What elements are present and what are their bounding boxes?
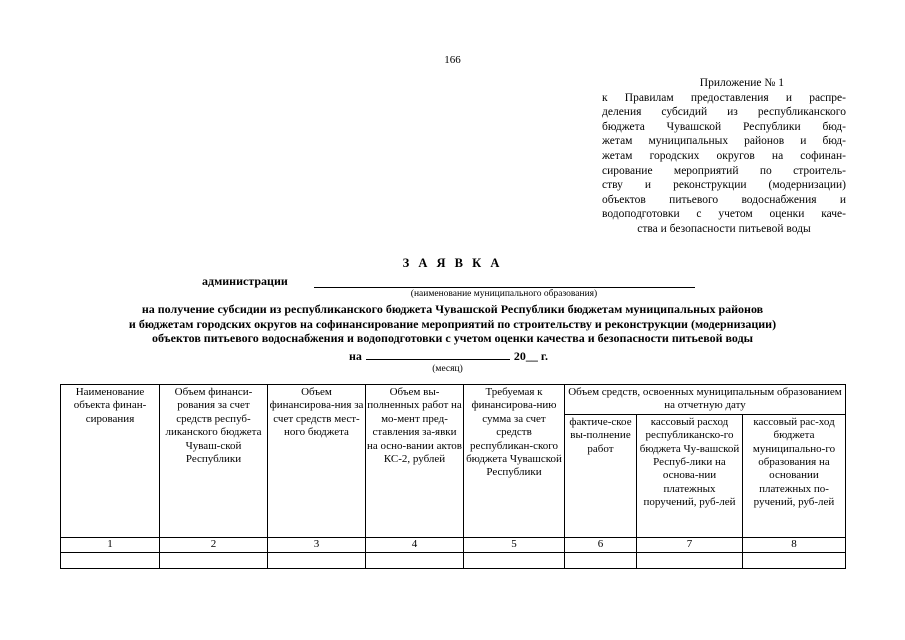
document-title: З А Я В К А xyxy=(402,256,503,270)
table-cell[interactable] xyxy=(268,552,366,568)
appendix-line: объектов питьевого водоснабжения и xyxy=(602,193,846,206)
column-number: 5 xyxy=(464,537,565,552)
application-table xyxy=(60,384,846,569)
table-cell[interactable] xyxy=(637,552,743,568)
header-republic-cash: кассовый расход республиканско-го бюджета Чу-вашской Респуб-лики на основа-нии платежных поручений, руб-лей xyxy=(637,414,743,537)
appendix-line: жетам муниципальных районов и бюд- xyxy=(602,135,846,148)
table-cell[interactable] xyxy=(565,552,637,568)
column-number: 8 xyxy=(743,537,846,552)
table-cell[interactable] xyxy=(743,552,846,568)
admin-label: администрации xyxy=(202,274,288,288)
appendix-line: сирование мероприятий по строитель- xyxy=(602,164,846,177)
table-cell[interactable] xyxy=(160,552,268,568)
period-row xyxy=(349,349,548,364)
table-cell[interactable] xyxy=(61,552,160,568)
table-cell[interactable] xyxy=(464,552,565,568)
appendix-line: жетам городских округов на софинан- xyxy=(602,149,846,162)
admin-caption: (наименование муниципального образования) xyxy=(410,289,598,299)
subtitle-line: и бюджетам городских округов на софинансирование мероприятий по строительству и реконструкции (модернизации) xyxy=(128,316,777,331)
appendix-text xyxy=(602,91,846,237)
header-object-name: Наименование объекта финан-сирования xyxy=(61,385,160,538)
header-local-budget: Объем финансирова-ния за счет средств мест-ного бюджета xyxy=(268,385,366,538)
appendix-line: к Правилам предоставления и распре- xyxy=(602,91,846,104)
column-number: 2 xyxy=(160,537,268,552)
month-caption: (месяц) xyxy=(432,364,463,374)
table-cell[interactable] xyxy=(366,552,464,568)
subtitle-line: объектов питьевого водоснабжения и водоподготовки с учетом оценки качества и безопасности питьевой воды xyxy=(151,331,754,346)
column-number: 1 xyxy=(61,537,160,552)
appendix-line: ства и безопасности питьевой воды xyxy=(637,222,811,235)
period-prefix: на xyxy=(349,349,362,363)
page-number: 166 xyxy=(444,54,461,66)
column-number: 3 xyxy=(268,537,366,552)
subtitle xyxy=(40,302,865,346)
month-fill-line[interactable] xyxy=(366,349,510,360)
header-completed-works: Объем вы-полненных работ на мо-мент пред-ставления за-явки на осно-вании актов КС-2, рублей xyxy=(366,385,464,538)
column-number: 7 xyxy=(637,537,743,552)
appendix-line: бюджета Чувашской Республики бюд- xyxy=(602,120,846,133)
admin-fill-line[interactable] xyxy=(314,287,695,288)
appendix-title: Приложение № 1 xyxy=(699,77,784,89)
appendix-line: деления субсидий из республиканского xyxy=(602,106,846,119)
header-republic-budget: Объем финанси-рования за счет средств респуб-ликанского бюджета Чуваш-ской Республики xyxy=(160,385,268,538)
appendix-line: водоподготовки с учетом оценки каче- xyxy=(602,208,846,221)
header-required-amount: Требуемая к финансирова-нию сумма за счет средств республикан-ского бюджета Чувашской Республики xyxy=(464,385,565,538)
subtitle-line: на получение субсидии из республиканского бюджета Чувашской Республики бюджетам муниципальных районов xyxy=(141,302,764,316)
header-actual-works: фактиче-ское вы-полнение работ xyxy=(565,414,637,537)
year-label: 20__ г. xyxy=(513,349,549,363)
month-caption-row xyxy=(0,364,905,374)
column-number: 4 xyxy=(366,537,464,552)
appendix-line: ству и реконструкции (модернизации) xyxy=(602,179,846,192)
appendix-block xyxy=(602,76,846,237)
column-number: 6 xyxy=(565,537,637,552)
header-municipal-cash: кассовый рас-ход бюджета муниципально-го образования на основании платежных по-ручений, руб-лей xyxy=(743,414,846,537)
header-mastered-funds: Объем средств, освоенных муниципальным образованием на отчетную дату xyxy=(565,385,846,415)
